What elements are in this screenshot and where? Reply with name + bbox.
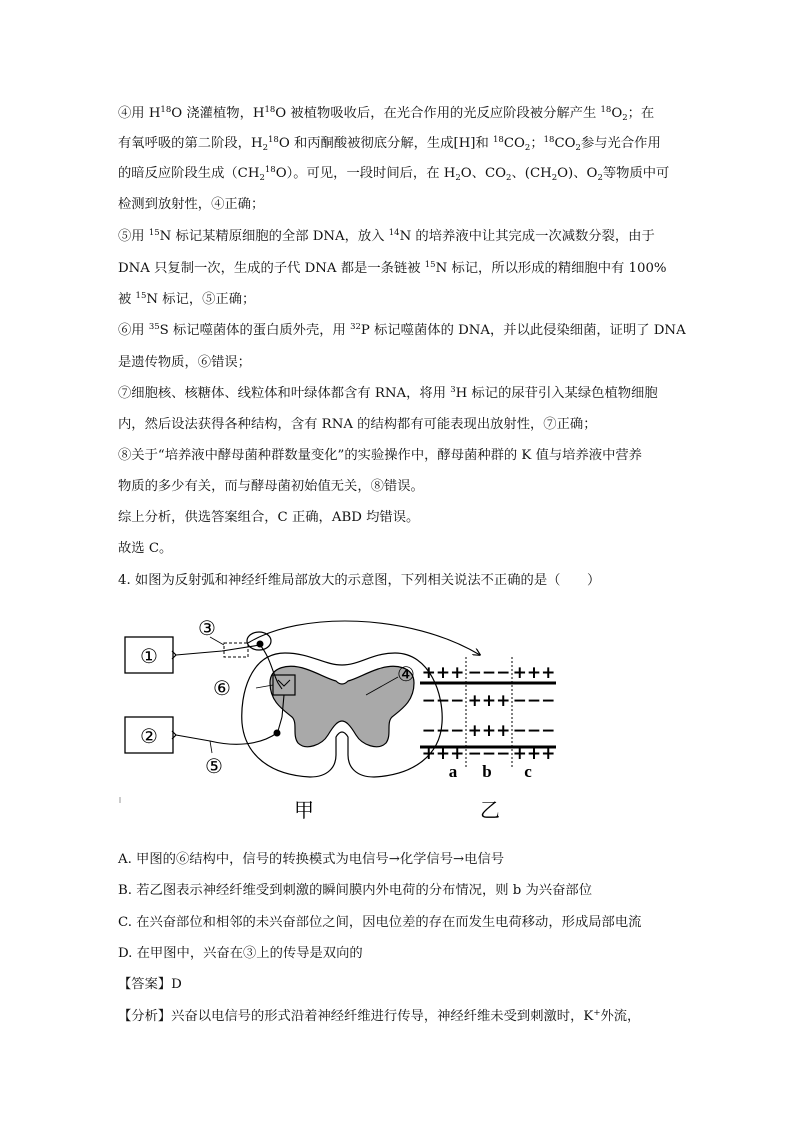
para8-line2: 物质的多少有关，而与酵母菌初始值无关，⑧错误。 — [118, 479, 424, 494]
label-5: ⑤ — [205, 754, 223, 778]
svg-text:+++: +++ — [512, 744, 556, 764]
para5-line3: 被 $^{15}$N 标记，⑤正确； — [118, 291, 256, 307]
svg-text:−−−: −−− — [512, 691, 556, 711]
svg-text:−−−: −−− — [421, 721, 465, 741]
svg-text:+++: +++ — [467, 691, 511, 711]
para4-line2: 有氧呼吸的第二阶段，$H_2^{18}O$ 和丙酮酸被彻底分解，生成[H]和 $^{18}CO_2$；$^{18}CO_2$参与光合作用 — [118, 135, 661, 153]
para5-line1: ⑤用 $^{15}$N 标记某精原细胞的全部 DNA，放入 $^{14}$N 的培养液中让其完成一次减数分裂，由于 — [118, 228, 655, 244]
svg-text:−−−: −−− — [421, 691, 465, 711]
label-a: a — [448, 762, 458, 781]
analysis-line: 【分析】兴奋以电信号的形式沿着神经纤维进行传导，神经纤维未受到刺激时，K+外流， — [118, 1008, 641, 1024]
label-4: ④ — [397, 662, 415, 686]
svg-text:−−−: −−− — [467, 663, 511, 683]
para4-line3: 的暗反应阶段生成$(CH_2^{18}O)$。可见，一段时间后，在 $H_2O$、$CO_2$、$(CH_2O)$、$O_2$等物质中可 — [118, 165, 670, 183]
para8-line1: ⑧关于“培养液中酵母菌种群数量变化”的实验操作中，酵母菌种群的 K 值与培养液中营养 — [118, 448, 642, 463]
option-c: C. 在兴奋部位和相邻的未兴奋部位之间，因电位差的存在而发生电荷移动，形成局部电流 — [118, 915, 642, 930]
svg-text:+++: +++ — [467, 721, 511, 741]
label-1: ① — [140, 644, 158, 668]
label-3: ③ — [198, 616, 216, 640]
option-b: B. 若乙图表示神经纤维受到刺激的瞬间膜内外电荷的分布情况，则 b 为兴奋部位 — [118, 883, 592, 898]
label-c: c — [524, 762, 532, 781]
label-yi: 乙 — [480, 798, 500, 822]
svg-text:+++: +++ — [421, 744, 465, 764]
option-a: A. 甲图的⑥结构中，信号的转换模式为电信号→化学信号→电信号 — [118, 852, 505, 867]
para6-line1: ⑥用 $^{35}$S 标记噬菌体的蛋白质外壳，用 $^{32}$P 标记噬菌体的 DNA，并以此侵染细菌，证明了 DNA — [118, 322, 686, 338]
answer-line: 【答案】D — [118, 977, 182, 992]
label-2: ② — [140, 724, 158, 748]
reflex-arc-diagram — [110, 605, 580, 835]
summary-line: 综上分析，供选答案组合，C 正确，ABD 均错误。 — [118, 510, 420, 525]
para7-line2: 内，然后设法获得各种结构，含有 RNA 的结构都有可能表现出放射性，⑦正确； — [118, 417, 597, 432]
label-b: b — [482, 762, 492, 781]
para4-line1: ④用 $H^{18}O$ 浇灌植物，$H^{18}O$ 被植物吸收后，在光合作用的光反应阶段被分解产生 $^{18}O_2$；在 — [118, 105, 655, 123]
choice-line: 故选 C。 — [118, 541, 173, 556]
para6-line2: 是遗传物质，⑥错误； — [118, 355, 251, 370]
question-text: 4. 如图为反射弧和神经纤维局部放大的示意图，下列相关说法不正确的是（ ） — [118, 573, 601, 588]
svg-text:+++: +++ — [512, 663, 556, 683]
para4-line4: 检测到放射性，④正确； — [118, 197, 265, 212]
para7-line1: ⑦细胞核、核糖体、线粒体和叶绿体都含有 RNA，将用 $^3$H 标记的尿苷引入某绿色植物细胞 — [118, 385, 658, 401]
label-jia: 甲 — [294, 798, 314, 822]
para5-line2: DNA 只复制一次，生成的子代 DNA 都是一条链被 $^{15}$N 标记，所以形成的精细胞中有 100% — [118, 260, 667, 276]
svg-text:+++: +++ — [421, 663, 465, 683]
label-6: ⑥ — [213, 676, 231, 700]
svg-text:−−−: −−− — [467, 744, 511, 764]
option-d: D. 在甲图中，兴奋在③上的传导是双向的 — [118, 946, 363, 961]
magnify-arrow — [248, 621, 480, 655]
afferent-nerve — [176, 645, 260, 655]
svg-text:−−−: −−− — [512, 721, 556, 741]
